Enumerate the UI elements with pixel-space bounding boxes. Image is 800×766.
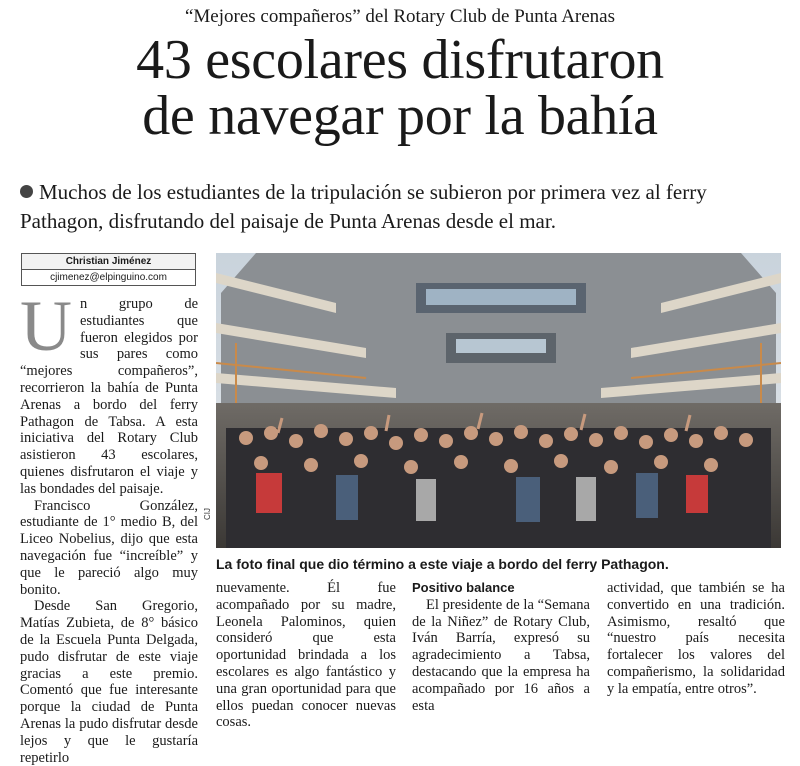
author-name: Christian Jiménez bbox=[22, 254, 195, 270]
paragraph-6: actividad, que también se ha convertido en una tradición. Asimismo, resaltó que “nuestro país necesita fortalecer los valores del compañerismo, la solidaridad y la empatía, entre otros”. bbox=[607, 580, 785, 697]
drop-cap: U bbox=[20, 286, 72, 366]
author-email: cjimenez@elpinguino.com bbox=[50, 272, 167, 283]
paragraph-2: Francisco González, estudiante de 1° medio B, del Liceo Nobelius, dijo que esta navegación fue “increíble” y que le pareció algo muy bonito. bbox=[20, 497, 198, 598]
text-column-2 bbox=[216, 580, 396, 731]
ferry-deck-group-photo bbox=[216, 253, 781, 548]
paragraph-5: El presidente de la “Semana de la Niñez” de Rotary Club, Iván Barría, expresó su agradecimiento a Tabsa, destacando que la empresa ha acompañado por 16 años a esta bbox=[412, 596, 590, 714]
photo-credit: CIJ bbox=[203, 508, 212, 520]
bullet-dot-icon bbox=[20, 185, 33, 198]
paragraph-4: nuevamente. Él fue acompañado por su madre, Leonela Palominos, quien consideró que esta oportunidad brindada a los escolares es algo fantástico y una gran oportunidad para que ellos puedan conocer nuevas cosas. bbox=[216, 580, 396, 731]
photo-caption: La foto final que dio término a este viaje a bordo del ferry Pathagon. bbox=[216, 556, 669, 572]
text-column-1 bbox=[20, 286, 198, 766]
text-column-4 bbox=[607, 580, 785, 698]
paragraph-3: Desde San Gregorio, Matías Zubieta, de 8° básico de la Escuela Punta Delgada, pudo disfrutar de este viaje gracias a este premio. Comentó que fue interesante porque la ciudad de Punta Arenas la pudo disfrutar desde lejos y que le gustaría repetirlo bbox=[20, 598, 198, 766]
article-headline bbox=[0, 29, 800, 147]
subhead-text: Muchos de los estudiantes de la tripulación se subieron por primera vez al ferry Pathagon, disfrutando del paisaje de Punta Arenas desde el mar. bbox=[20, 180, 707, 233]
paragraph-1-text: n grupo de estudiantes que fueron elegidos por sus pares como “mejores compañeros”, recorrieron la bahía de Punta Arenas a bordo del ferry Pathagon de Tabsa. A esta iniciativa del Rotary Club asistieron 43 escolares, quienes disfrutaron el viaje y las bondades del paisaje. bbox=[20, 296, 198, 497]
headline-line-1: 43 escolares disfrutaron bbox=[136, 29, 664, 91]
section-heading: Positivo balance bbox=[412, 580, 515, 595]
headline-line-2: de navegar por la bahía bbox=[142, 85, 658, 147]
article-subhead bbox=[20, 178, 785, 236]
article-photo bbox=[216, 253, 781, 548]
text-column-3 bbox=[412, 580, 590, 714]
byline-box bbox=[21, 253, 196, 286]
article-kicker: “Mejores compañeros” del Rotary Club de Punta Arenas bbox=[184, 6, 616, 27]
paragraph-1 bbox=[20, 286, 198, 498]
